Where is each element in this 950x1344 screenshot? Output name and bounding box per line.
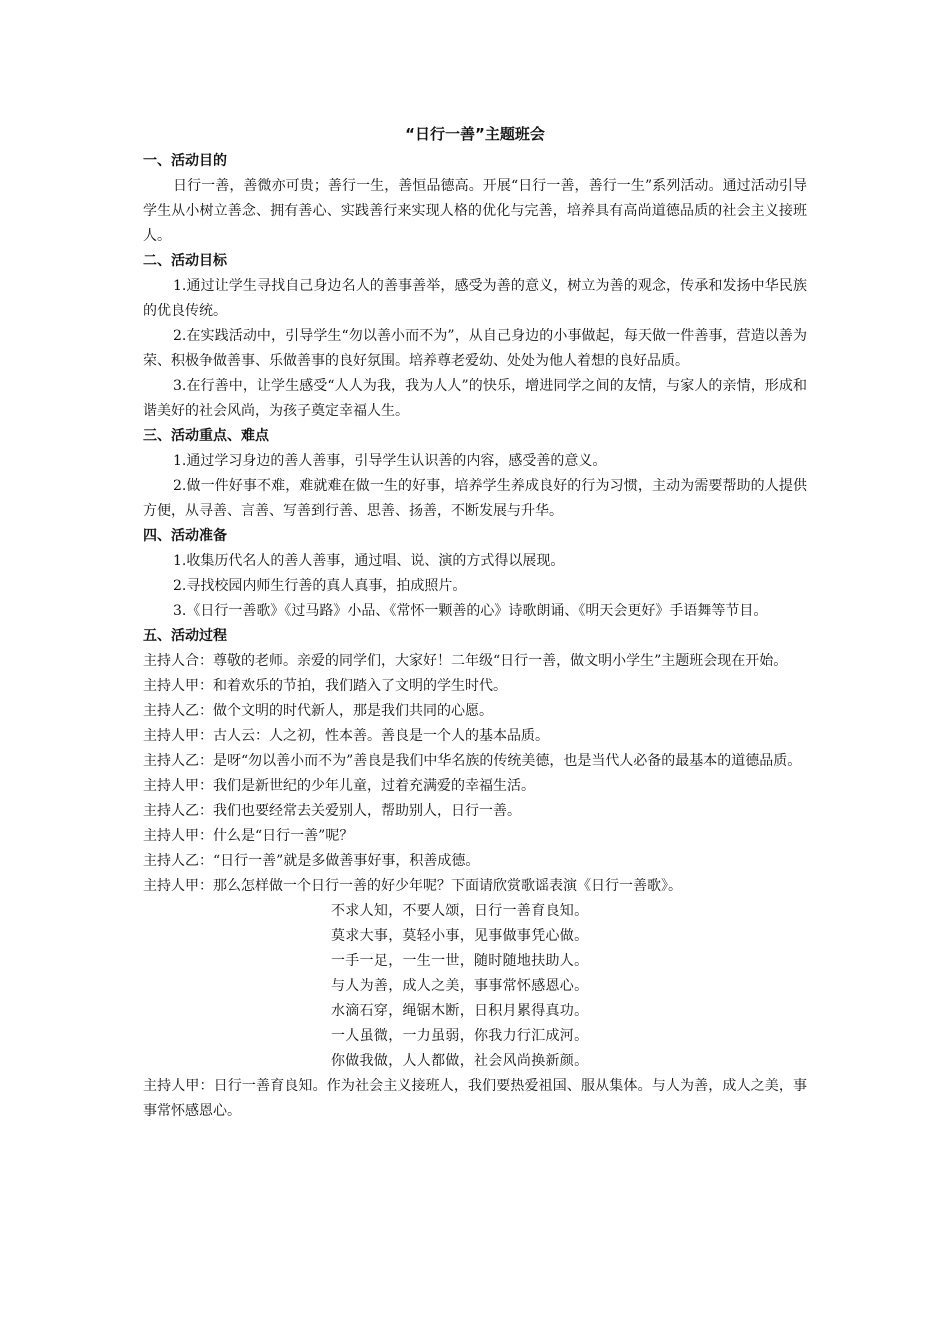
lyric-line: 一手一足，一生一世，随时随地扶助人。	[331, 953, 589, 969]
lyric-line: 与人为善，成人之美，事事常怀感恩心。	[331, 978, 589, 994]
paragraph: 2.在实践活动中，引导学生“勿以善小而不为”，从自己身边的小事做起，每天做一件善事，营造以善为荣、积极争做善事、乐做善事的良好氛围。培养尊老爱幼、处处为他人着想的良好品质。	[143, 328, 807, 369]
dialogue-line: 主持人甲：古人云：人之初，性本善。善良是一个人的基本品质。	[143, 728, 549, 744]
lyric-line: 水滴石穿，绳锯木断，日积月累得真功。	[331, 1003, 589, 1019]
dialogue-line: 主持人甲：和着欢乐的节拍，我们踏入了文明的学生时代。	[143, 678, 507, 694]
dialogue-line: 主持人甲：什么是“日行一善”呢？	[143, 828, 354, 844]
dialogue-line: 主持人乙：我们也要经常去关爱别人，帮助别人，日行一善。	[143, 803, 521, 819]
dialogue-line: 主持人甲：日行一善育良知。作为社会主义接班人，我们要热爱祖国、服从集体。与人为善，成人之美，事事常怀感恩心。	[143, 1078, 807, 1119]
song-lyrics	[143, 899, 807, 1074]
dialogue-line: 主持人乙：“日行一善”就是多做善事好事，积善成德。	[143, 853, 480, 869]
document-body	[143, 123, 807, 1124]
lyric-line: 你做我做，人人都做，社会风尚换新颜。	[331, 1053, 589, 1069]
lyric-line: 一人虽微，一力虽弱，你我力行汇成河。	[331, 1028, 589, 1044]
section-heading-process: 五、活动过程	[143, 628, 227, 644]
section-heading-preparation: 四、活动准备	[143, 528, 227, 544]
paragraph: 1.通过让学生寻找自己身边名人的善事善举，感受为善的意义，树立为善的观念，传承和发扬中华民族的优良传统。	[143, 278, 807, 319]
paragraph: 日行一善，善微亦可贵；善行一生，善恒品德高。开展“日行一善，善行一生”系列活动。通过活动引导学生从小树立善念、拥有善心、实践善行来实现人格的优化与完善，培养具有高尚道德品质的社会主义接班人。	[143, 178, 807, 244]
section-heading-purpose: 一、活动目的	[143, 153, 227, 169]
section-heading-goals: 二、活动目标	[143, 253, 227, 269]
paragraph: 3.《日行一善歌》《过马路》小品、《常怀一颗善的心》诗歌朗诵、《明天会更好》手语舞等节目。	[173, 603, 768, 619]
dialogue-line: 主持人乙：做个文明的时代新人，那是我们共同的心愿。	[143, 703, 493, 719]
paragraph: 3.在行善中，让学生感受“人人为我，我为人人”的快乐，增进同学之间的友情，与家人的亲情，形成和谐美好的社会风尚，为孩子奠定幸福人生。	[143, 378, 807, 419]
paragraph: 1.通过学习身边的善人善事，引导学生认识善的内容，感受善的意义。	[173, 453, 607, 469]
paragraph: 1.收集历代名人的善人善事，通过唱、说、演的方式得以展现。	[173, 553, 565, 569]
dialogue-line: 主持人合：尊敬的老师。亲爱的同学们，大家好！二年级“日行一善，做文明小学生”主题班会现在开始。	[143, 653, 788, 669]
page-title: “日行一善”主题班会	[405, 125, 545, 143]
paragraph: 2.做一件好事不难，难就难在做一生的好事，培养学生养成良好的行为习惯，主动为需要帮助的人提供方便，从寻善、言善、写善到行善、思善、扬善，不断发展与升华。	[143, 478, 807, 519]
lyric-line: 莫求大事，莫轻小事，见事做事凭心做。	[331, 928, 589, 944]
dialogue-line: 主持人乙：是呀“勿以善小而不为”善良是我们中华名族的传统美德，也是当代人必备的最基本的道德品质。	[143, 753, 802, 769]
dialogue-line: 主持人甲：那么怎样做一个日行一善的好少年呢？下面请欣赏歌谣表演《日行一善歌》。	[143, 878, 682, 894]
dialogue-line: 主持人甲：我们是新世纪的少年儿童，过着充满爱的幸福生活。	[143, 778, 535, 794]
lyric-line: 不求人知，不要人颂，日行一善育良知。	[331, 903, 589, 919]
section-heading-key-points: 三、活动重点、难点	[143, 428, 269, 444]
paragraph: 2.寻找校园内师生行善的真人真事，拍成照片。	[173, 578, 467, 594]
